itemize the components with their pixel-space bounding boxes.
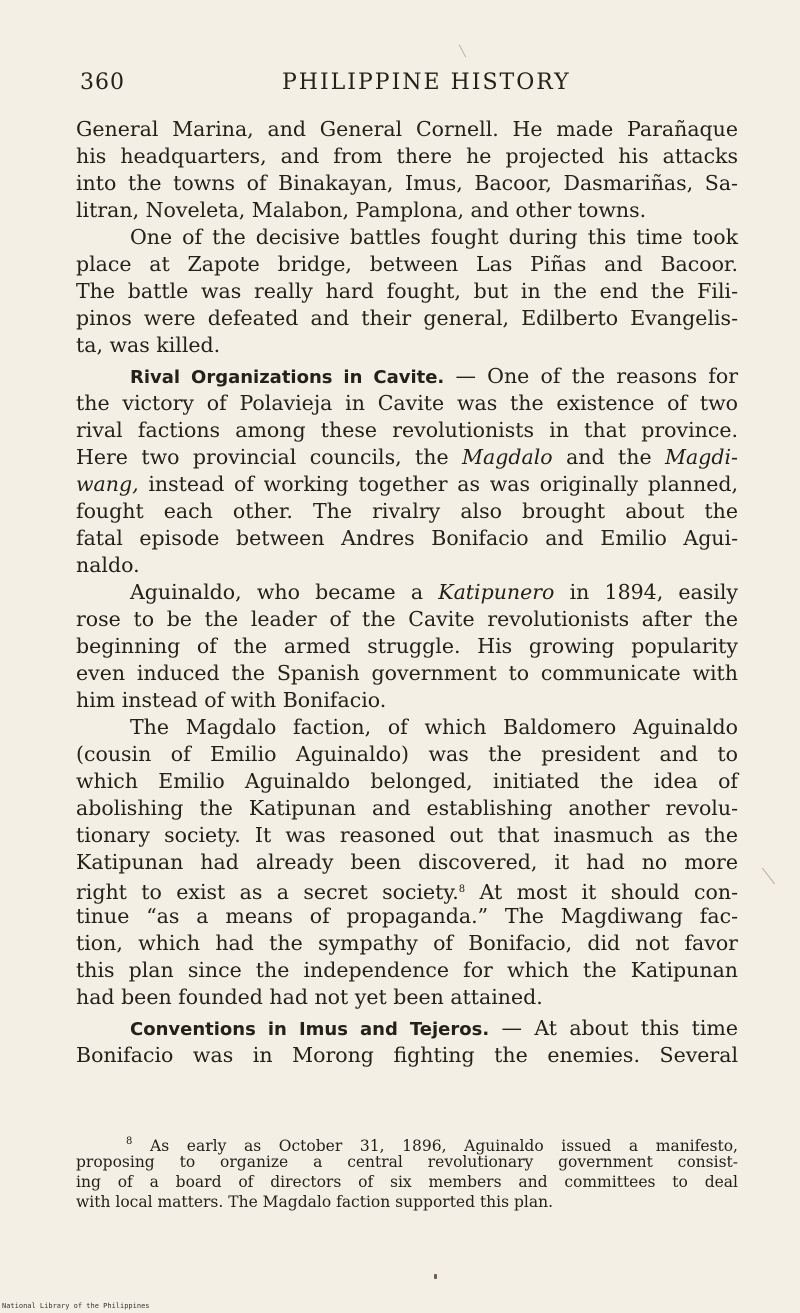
text-line: fatal episode between Andres Bonifacio and Emilio Agui- — [76, 526, 738, 550]
paragraph — [76, 714, 738, 1011]
ink-speck — [434, 1274, 437, 1279]
footnote-reference: 8 — [458, 884, 466, 895]
text-line: General Marina, and General Cornell. He made Parañaque — [76, 117, 738, 141]
text-line: The battle was really hard fought, but in the end the Fili- — [76, 279, 738, 303]
text-line: Bonifacio was in Morong fighting the enemies. Several — [76, 1043, 738, 1067]
running-title: PHILIPPINE HISTORY — [282, 70, 571, 95]
text-line: the victory of Polavieja in Cavite was the existence of two — [76, 391, 738, 415]
text-line: Here two provincial councils, the Magdalo and the Magdi- — [76, 445, 738, 469]
text-line: his headquarters, and from there he projected his attacks — [76, 144, 738, 168]
text-line: him instead of with Bonifacio. — [76, 688, 387, 712]
footnote-line: with local matters. The Magdalo faction supported this plan. — [76, 1193, 554, 1211]
text-line: right to exist as a secret society.$^8$ At most it should con- — [76, 880, 738, 904]
paragraph — [76, 116, 738, 224]
text-line: which Emilio Aguinaldo belonged, initiated the idea of — [76, 769, 738, 793]
body-text — [76, 116, 738, 1069]
text-line: fought each other. The rivalry also brought about the — [76, 499, 738, 523]
text-line: wang, instead of working together as was originally planned, — [76, 472, 738, 496]
text-line: abolishing the Katipunan and establishing another revolu- — [76, 796, 738, 820]
paragraph — [76, 579, 738, 714]
text-line: The Magdalo faction, of which Baldomero Aguinaldo — [130, 715, 738, 739]
page-number: 360 — [80, 70, 125, 95]
text-line: Rival Organizations in Cavite. — One of the reasons for — [130, 364, 739, 388]
text-line: Conventions in Imus and Tejeros. — At about this time — [130, 1016, 738, 1040]
text-line: (cousin of Emilio Aguinaldo) was the president and to — [76, 742, 738, 766]
text-line: even induced the Spanish government to communicate with — [76, 661, 738, 685]
section-heading: Conventions in Imus and Tejeros. — [130, 1019, 490, 1040]
paragraph — [76, 224, 738, 359]
text-line: tinue “as a means of propaganda.” The Magdiwang fac- — [76, 904, 738, 928]
scan-mark — [459, 45, 466, 58]
text-line: ta, was killed. — [76, 333, 221, 357]
text-line: One of the decisive battles fought during this time took — [130, 225, 738, 249]
text-line: beginning of the armed struggle. His growing popularity — [76, 634, 738, 658]
text-line: this plan since the independence for which the Katipunan — [76, 958, 738, 982]
text-line: pinos were defeated and their general, Edilberto Evangelis- — [76, 306, 738, 330]
text-line: Aguinaldo, who became a Katipunero in 1894, easily — [130, 580, 738, 604]
text-line: tion, which had the sympathy of Bonifacio, did not favor — [76, 931, 738, 955]
text-line: into the towns of Binakayan, Imus, Bacoor, Dasmariñas, Sa- — [76, 171, 738, 195]
library-watermark: National Library of the Philippines — [2, 1302, 150, 1310]
paragraph — [76, 1015, 738, 1069]
text-line: Katipunan had already been discovered, it had no more — [76, 850, 738, 874]
text-line: had been founded had not yet been attained. — [76, 985, 543, 1009]
scan-mark — [762, 868, 775, 884]
section-heading: Rival Organizations in Cavite. — [130, 367, 445, 388]
text-line: litran, Noveleta, Malabon, Pamplona, and other towns. — [76, 198, 647, 222]
text-line: rival factions among these revolutionists in that province. — [76, 418, 738, 442]
paragraph — [76, 363, 738, 579]
footnote-line: proposing to organize a central revolutionary government consist- — [76, 1153, 738, 1171]
page-header — [80, 70, 740, 104]
text-line: tionary society. It was reasoned out that inasmuch as the — [76, 823, 738, 847]
footnote — [76, 1132, 738, 1212]
text-line: naldo. — [76, 553, 140, 577]
footnote-line: $^8$ As early as October 31, 1896, Aguinaldo issued a manifesto, — [126, 1136, 738, 1155]
footnote-marker: 8 — [126, 1136, 133, 1147]
footnote-line: ing of a board of directors of six members and committees to deal — [76, 1173, 738, 1191]
text-line: rose to be the leader of the Cavite revolutionists after the — [76, 607, 738, 631]
text-line: place at Zapote bridge, between Las Piñas and Bacoor. — [76, 252, 738, 276]
